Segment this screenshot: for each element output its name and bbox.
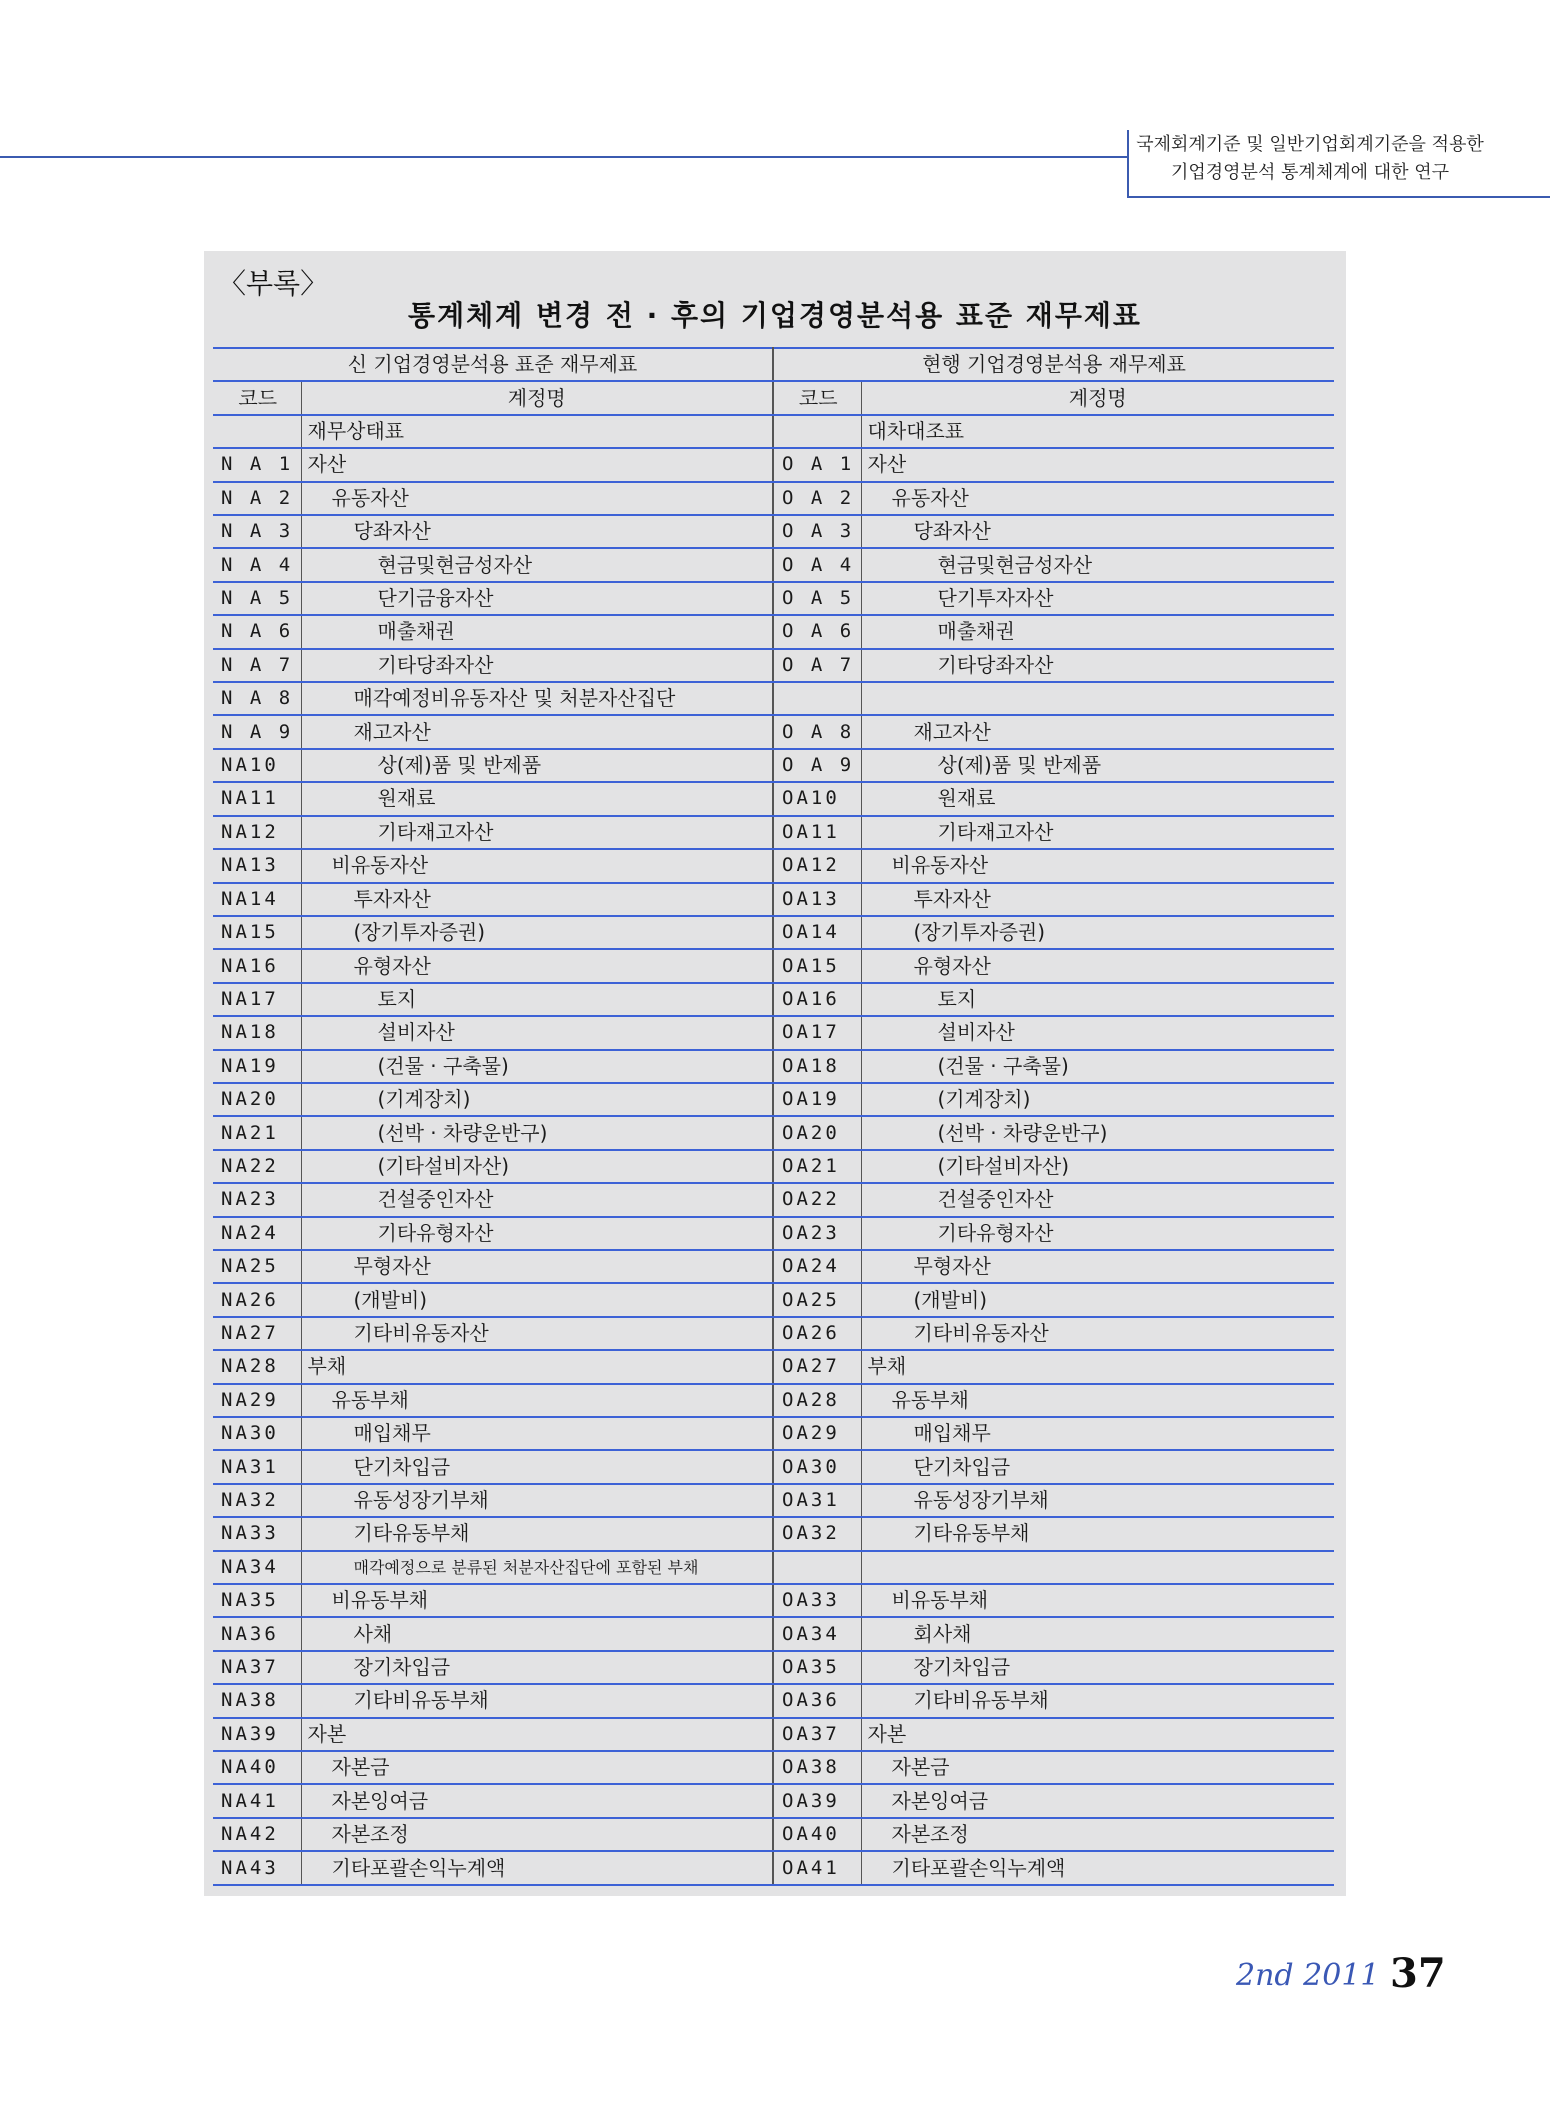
current-account-name-cell: 투자자산 [861, 883, 1334, 916]
new-code-cell: N A 4 [213, 548, 301, 581]
new-code-cell: NA37 [213, 1651, 301, 1684]
new-code-cell: NA33 [213, 1517, 301, 1550]
new-code-cell: NA15 [213, 916, 301, 949]
current-account-name-cell: 단기차입금 [861, 1450, 1334, 1483]
table-row [213, 615, 1334, 648]
new-account-name-cell: 토지 [301, 983, 773, 1016]
account-name-column-header: 계정명 [861, 381, 1334, 414]
table-row [213, 1851, 1334, 1885]
new-code-cell: N A 1 [213, 448, 301, 481]
table-row [213, 1517, 1334, 1550]
current-code-cell: OA32 [773, 1517, 861, 1550]
table-row [213, 782, 1334, 815]
current-account-name-cell: 원재료 [861, 782, 1334, 815]
current-code-cell: O A 9 [773, 749, 861, 782]
current-account-name-cell: 매입채무 [861, 1417, 1334, 1450]
table-row [213, 983, 1334, 1016]
current-code-cell: O A 5 [773, 582, 861, 615]
header-rule-left [0, 156, 1128, 158]
new-account-name-cell: 기타유동부채 [301, 1517, 773, 1550]
current-code-cell: OA15 [773, 949, 861, 982]
page-title: 통계체계 변경 전 · 후의 기업경영분석용 표준 재무제표 [408, 299, 1142, 332]
financial-statement-table [213, 347, 1334, 1886]
new-code-cell: NA23 [213, 1183, 301, 1216]
new-account-name-cell: 자본금 [301, 1751, 773, 1784]
new-code-cell: NA29 [213, 1384, 301, 1417]
new-account-name-cell: 장기차입금 [301, 1651, 773, 1684]
current-code-cell: O A 4 [773, 548, 861, 581]
new-code-cell: N A 6 [213, 615, 301, 648]
table-row [213, 1584, 1334, 1617]
current-account-name-cell: 무형자산 [861, 1250, 1334, 1283]
current-account-name-cell: 자본금 [861, 1751, 1334, 1784]
current-code-cell: OA17 [773, 1016, 861, 1049]
new-account-name-cell: 자본잉여금 [301, 1784, 773, 1817]
table-row [213, 883, 1334, 916]
table-row [213, 649, 1334, 682]
new-code-cell: NA18 [213, 1016, 301, 1049]
new-account-name-cell: 상(제)품 및 반제품 [301, 749, 773, 782]
new-account-name-cell: 기타비유동부채 [301, 1684, 773, 1717]
current-code-cell: O A 8 [773, 715, 861, 748]
new-code-cell: N A 9 [213, 715, 301, 748]
current-account-name-cell: 기타재고자산 [861, 816, 1334, 849]
current-account-name-cell: 현금및현금성자산 [861, 548, 1334, 581]
new-account-name-cell: 사채 [301, 1617, 773, 1650]
current-account-name-cell: 기타비유동부채 [861, 1684, 1334, 1717]
current-code-cell: OA29 [773, 1417, 861, 1450]
current-account-name-cell: 자본잉여금 [861, 1784, 1334, 1817]
code-column-header: 코드 [213, 381, 301, 414]
table-row [213, 415, 1334, 448]
current-code-cell [773, 1551, 861, 1584]
table-row [213, 816, 1334, 849]
new-account-name-cell: (건물 · 구축물) [301, 1050, 773, 1083]
table-row [213, 1484, 1334, 1517]
current-account-name-cell: 자본 [861, 1718, 1334, 1751]
new-account-name-cell: 기타당좌자산 [301, 649, 773, 682]
new-code-cell: NA14 [213, 883, 301, 916]
current-account-name-cell: 자산 [861, 448, 1334, 481]
current-code-cell: OA20 [773, 1116, 861, 1149]
table-row [213, 1651, 1334, 1684]
table-row [213, 715, 1334, 748]
new-account-name-cell: 유동자산 [301, 482, 773, 515]
new-code-cell: NA40 [213, 1751, 301, 1784]
new-code-cell: NA38 [213, 1684, 301, 1717]
table-row [213, 1116, 1334, 1149]
current-code-cell: O A 6 [773, 615, 861, 648]
running-header [1130, 131, 1490, 187]
table-row [213, 1217, 1334, 1250]
current-account-name-cell: 재고자산 [861, 715, 1334, 748]
table-row [213, 1684, 1334, 1717]
current-code-cell: OA35 [773, 1651, 861, 1684]
new-code-cell: NA26 [213, 1283, 301, 1316]
header-rule-vertical [1127, 130, 1129, 198]
current-account-name-cell: 장기차입금 [861, 1651, 1334, 1684]
table-row [213, 949, 1334, 982]
new-code-cell: NA17 [213, 983, 301, 1016]
new-account-name-cell: 유동부채 [301, 1384, 773, 1417]
table-row [213, 1350, 1334, 1383]
new-account-name-cell: 자산 [301, 448, 773, 481]
current-account-name-cell: 단기투자자산 [861, 582, 1334, 615]
new-account-name-cell: 매출채권 [301, 615, 773, 648]
current-code-cell: OA40 [773, 1818, 861, 1851]
new-code-cell [213, 415, 301, 448]
table-row [213, 482, 1334, 515]
table-row [213, 1150, 1334, 1183]
current-account-name-cell: 설비자산 [861, 1016, 1334, 1049]
new-code-cell: NA36 [213, 1617, 301, 1650]
current-account-name-cell: 기타유동부채 [861, 1517, 1334, 1550]
new-account-name-cell: 재무상태표 [301, 415, 773, 448]
table-row [213, 1183, 1334, 1216]
table-row [213, 1317, 1334, 1350]
current-code-cell: OA11 [773, 816, 861, 849]
table-row [213, 1050, 1334, 1083]
new-account-name-cell: 부채 [301, 1350, 773, 1383]
new-code-cell: NA30 [213, 1417, 301, 1450]
table-row [213, 1818, 1334, 1851]
current-account-name-cell [861, 1551, 1334, 1584]
current-code-cell: OA31 [773, 1484, 861, 1517]
current-account-name-cell: 기타비유동자산 [861, 1317, 1334, 1350]
new-code-cell: N A 2 [213, 482, 301, 515]
current-account-name-cell: 유동부채 [861, 1384, 1334, 1417]
table-row [213, 582, 1334, 615]
current-code-cell: O A 1 [773, 448, 861, 481]
new-account-name-cell: 무형자산 [301, 1250, 773, 1283]
current-account-name-cell: (기계장치) [861, 1083, 1334, 1116]
new-account-name-cell: 자본조정 [301, 1818, 773, 1851]
new-code-cell: NA20 [213, 1083, 301, 1116]
new-account-name-cell: 기타비유동자산 [301, 1317, 773, 1350]
new-code-cell: NA43 [213, 1851, 301, 1885]
table-row [213, 682, 1334, 715]
new-account-name-cell: 비유동부채 [301, 1584, 773, 1617]
new-code-cell: NA19 [213, 1050, 301, 1083]
current-account-name-cell: 당좌자산 [861, 515, 1334, 548]
running-header-line2: 기업경영분석 통계체계에 대한 연구 [1171, 162, 1449, 183]
current-account-name-cell: 기타유형자산 [861, 1217, 1334, 1250]
current-code-cell [773, 682, 861, 715]
current-account-name-cell: (개발비) [861, 1283, 1334, 1316]
new-code-cell: NA21 [213, 1116, 301, 1149]
new-code-cell: NA28 [213, 1350, 301, 1383]
table-row [213, 1617, 1334, 1650]
current-code-cell: O A 2 [773, 482, 861, 515]
current-account-name-cell: 상(제)품 및 반제품 [861, 749, 1334, 782]
new-account-name-cell: (기계장치) [301, 1083, 773, 1116]
current-code-cell: OA19 [773, 1083, 861, 1116]
table-header-row [213, 348, 1334, 381]
new-code-cell: N A 8 [213, 682, 301, 715]
new-account-name-cell: (장기투자증권) [301, 916, 773, 949]
new-code-cell: NA24 [213, 1217, 301, 1250]
table-row [213, 1450, 1334, 1483]
new-code-cell: NA41 [213, 1784, 301, 1817]
new-account-name-cell: 당좌자산 [301, 515, 773, 548]
table-row [213, 849, 1334, 882]
current-account-name-cell: 유형자산 [861, 949, 1334, 982]
table-row [213, 1718, 1334, 1751]
table-row [213, 1384, 1334, 1417]
current-account-name-cell: 비유동자산 [861, 849, 1334, 882]
current-code-cell: OA28 [773, 1384, 861, 1417]
new-code-cell: NA27 [213, 1317, 301, 1350]
new-code-cell: N A 3 [213, 515, 301, 548]
current-account-name-cell: (장기투자증권) [861, 916, 1334, 949]
new-account-name-cell: 유동성장기부채 [301, 1484, 773, 1517]
new-account-name-cell: 건설중인자산 [301, 1183, 773, 1216]
new-account-name-cell: 자본 [301, 1718, 773, 1751]
appendix-label: 〈부록〉 [218, 267, 329, 300]
new-code-cell: NA32 [213, 1484, 301, 1517]
table-row [213, 548, 1334, 581]
current-code-cell: OA18 [773, 1050, 861, 1083]
current-account-name-cell: 대차대조표 [861, 415, 1334, 448]
current-code-cell: OA27 [773, 1350, 861, 1383]
new-code-cell: NA39 [213, 1718, 301, 1751]
new-account-name-cell: 매각예정으로 분류된 처분자산집단에 포함된 부채 [301, 1551, 773, 1584]
current-account-name-cell: 자본조정 [861, 1818, 1334, 1851]
new-account-name-cell: 기타유형자산 [301, 1217, 773, 1250]
account-name-column-header: 계정명 [301, 381, 773, 414]
running-header-line1: 국제회계기준 및 일반기업회계기준을 적용한 [1136, 134, 1484, 155]
current-account-name-cell: 부채 [861, 1350, 1334, 1383]
table-row [213, 1551, 1334, 1584]
new-account-name-cell: (선박 · 차량운반구) [301, 1116, 773, 1149]
table-row [213, 1283, 1334, 1316]
current-code-cell: OA37 [773, 1718, 861, 1751]
current-account-name-cell [861, 682, 1334, 715]
new-code-cell: NA42 [213, 1818, 301, 1851]
table-row [213, 515, 1334, 548]
new-code-cell: NA12 [213, 816, 301, 849]
current-code-cell: OA30 [773, 1450, 861, 1483]
current-code-cell: OA12 [773, 849, 861, 882]
current-code-cell: OA41 [773, 1851, 861, 1885]
left-table-header: 신 기업경영분석용 표준 재무제표 [213, 348, 773, 381]
new-account-name-cell: 설비자산 [301, 1016, 773, 1049]
table-row [213, 448, 1334, 481]
new-account-name-cell: 원재료 [301, 782, 773, 815]
table-row [213, 1417, 1334, 1450]
new-account-name-cell: 투자자산 [301, 883, 773, 916]
new-code-cell: NA22 [213, 1150, 301, 1183]
current-code-cell: OA21 [773, 1150, 861, 1183]
current-code-cell: OA14 [773, 916, 861, 949]
issue-label: 2nd 2011 [1236, 1958, 1380, 1993]
current-code-cell: OA39 [773, 1784, 861, 1817]
new-code-cell: N A 7 [213, 649, 301, 682]
table-row [213, 1083, 1334, 1116]
current-code-cell: OA33 [773, 1584, 861, 1617]
current-code-cell [773, 415, 861, 448]
current-code-cell: OA16 [773, 983, 861, 1016]
new-code-cell: NA31 [213, 1450, 301, 1483]
current-account-name-cell: 기타포괄손익누계액 [861, 1851, 1334, 1885]
right-table-header: 현행 기업경영분석용 재무제표 [773, 348, 1334, 381]
new-code-cell: NA35 [213, 1584, 301, 1617]
new-code-cell: NA16 [213, 949, 301, 982]
current-code-cell: OA34 [773, 1617, 861, 1650]
new-account-name-cell: (기타설비자산) [301, 1150, 773, 1183]
new-code-cell: NA13 [213, 849, 301, 882]
column-header-row [213, 381, 1334, 414]
table-row [213, 916, 1334, 949]
code-column-header: 코드 [773, 381, 861, 414]
current-code-cell: OA25 [773, 1283, 861, 1316]
new-account-name-cell: 비유동자산 [301, 849, 773, 882]
page-number: 37 [1390, 1950, 1446, 1997]
table-row [213, 1016, 1334, 1049]
current-account-name-cell: 비유동부채 [861, 1584, 1334, 1617]
new-account-name-cell: 매입채무 [301, 1417, 773, 1450]
new-account-name-cell: 단기차입금 [301, 1450, 773, 1483]
current-code-cell: OA22 [773, 1183, 861, 1216]
new-account-name-cell: 단기금융자산 [301, 582, 773, 615]
current-account-name-cell: (기타설비자산) [861, 1150, 1334, 1183]
new-account-name-cell: 매각예정비유동자산 및 처분자산집단 [301, 682, 773, 715]
current-code-cell: OA10 [773, 782, 861, 815]
table-row [213, 1784, 1334, 1817]
header-rule-right [1127, 196, 1550, 198]
new-account-name-cell: 현금및현금성자산 [301, 548, 773, 581]
new-account-name-cell: 기타재고자산 [301, 816, 773, 849]
current-account-name-cell: 유동자산 [861, 482, 1334, 515]
current-code-cell: OA36 [773, 1684, 861, 1717]
new-code-cell: NA10 [213, 749, 301, 782]
current-code-cell: OA38 [773, 1751, 861, 1784]
new-code-cell: NA25 [213, 1250, 301, 1283]
current-code-cell: O A 7 [773, 649, 861, 682]
current-code-cell: OA13 [773, 883, 861, 916]
table-row [213, 1250, 1334, 1283]
new-code-cell: NA11 [213, 782, 301, 815]
current-account-name-cell: 기타당좌자산 [861, 649, 1334, 682]
current-code-cell: OA24 [773, 1250, 861, 1283]
current-code-cell: O A 3 [773, 515, 861, 548]
current-account-name-cell: 토지 [861, 983, 1334, 1016]
new-account-name-cell: 유형자산 [301, 949, 773, 982]
new-account-name-cell: (개발비) [301, 1283, 773, 1316]
current-account-name-cell: 건설중인자산 [861, 1183, 1334, 1216]
current-account-name-cell: 유동성장기부채 [861, 1484, 1334, 1517]
current-account-name-cell: (선박 · 차량운반구) [861, 1116, 1334, 1149]
current-code-cell: OA26 [773, 1317, 861, 1350]
new-account-name-cell: 기타포괄손익누계액 [301, 1851, 773, 1885]
current-account-name-cell: (건물 · 구축물) [861, 1050, 1334, 1083]
current-account-name-cell: 매출채권 [861, 615, 1334, 648]
current-account-name-cell: 회사채 [861, 1617, 1334, 1650]
current-code-cell: OA23 [773, 1217, 861, 1250]
table-row [213, 749, 1334, 782]
new-code-cell: N A 5 [213, 582, 301, 615]
new-code-cell: NA34 [213, 1551, 301, 1584]
table-row [213, 1751, 1334, 1784]
new-account-name-cell: 재고자산 [301, 715, 773, 748]
